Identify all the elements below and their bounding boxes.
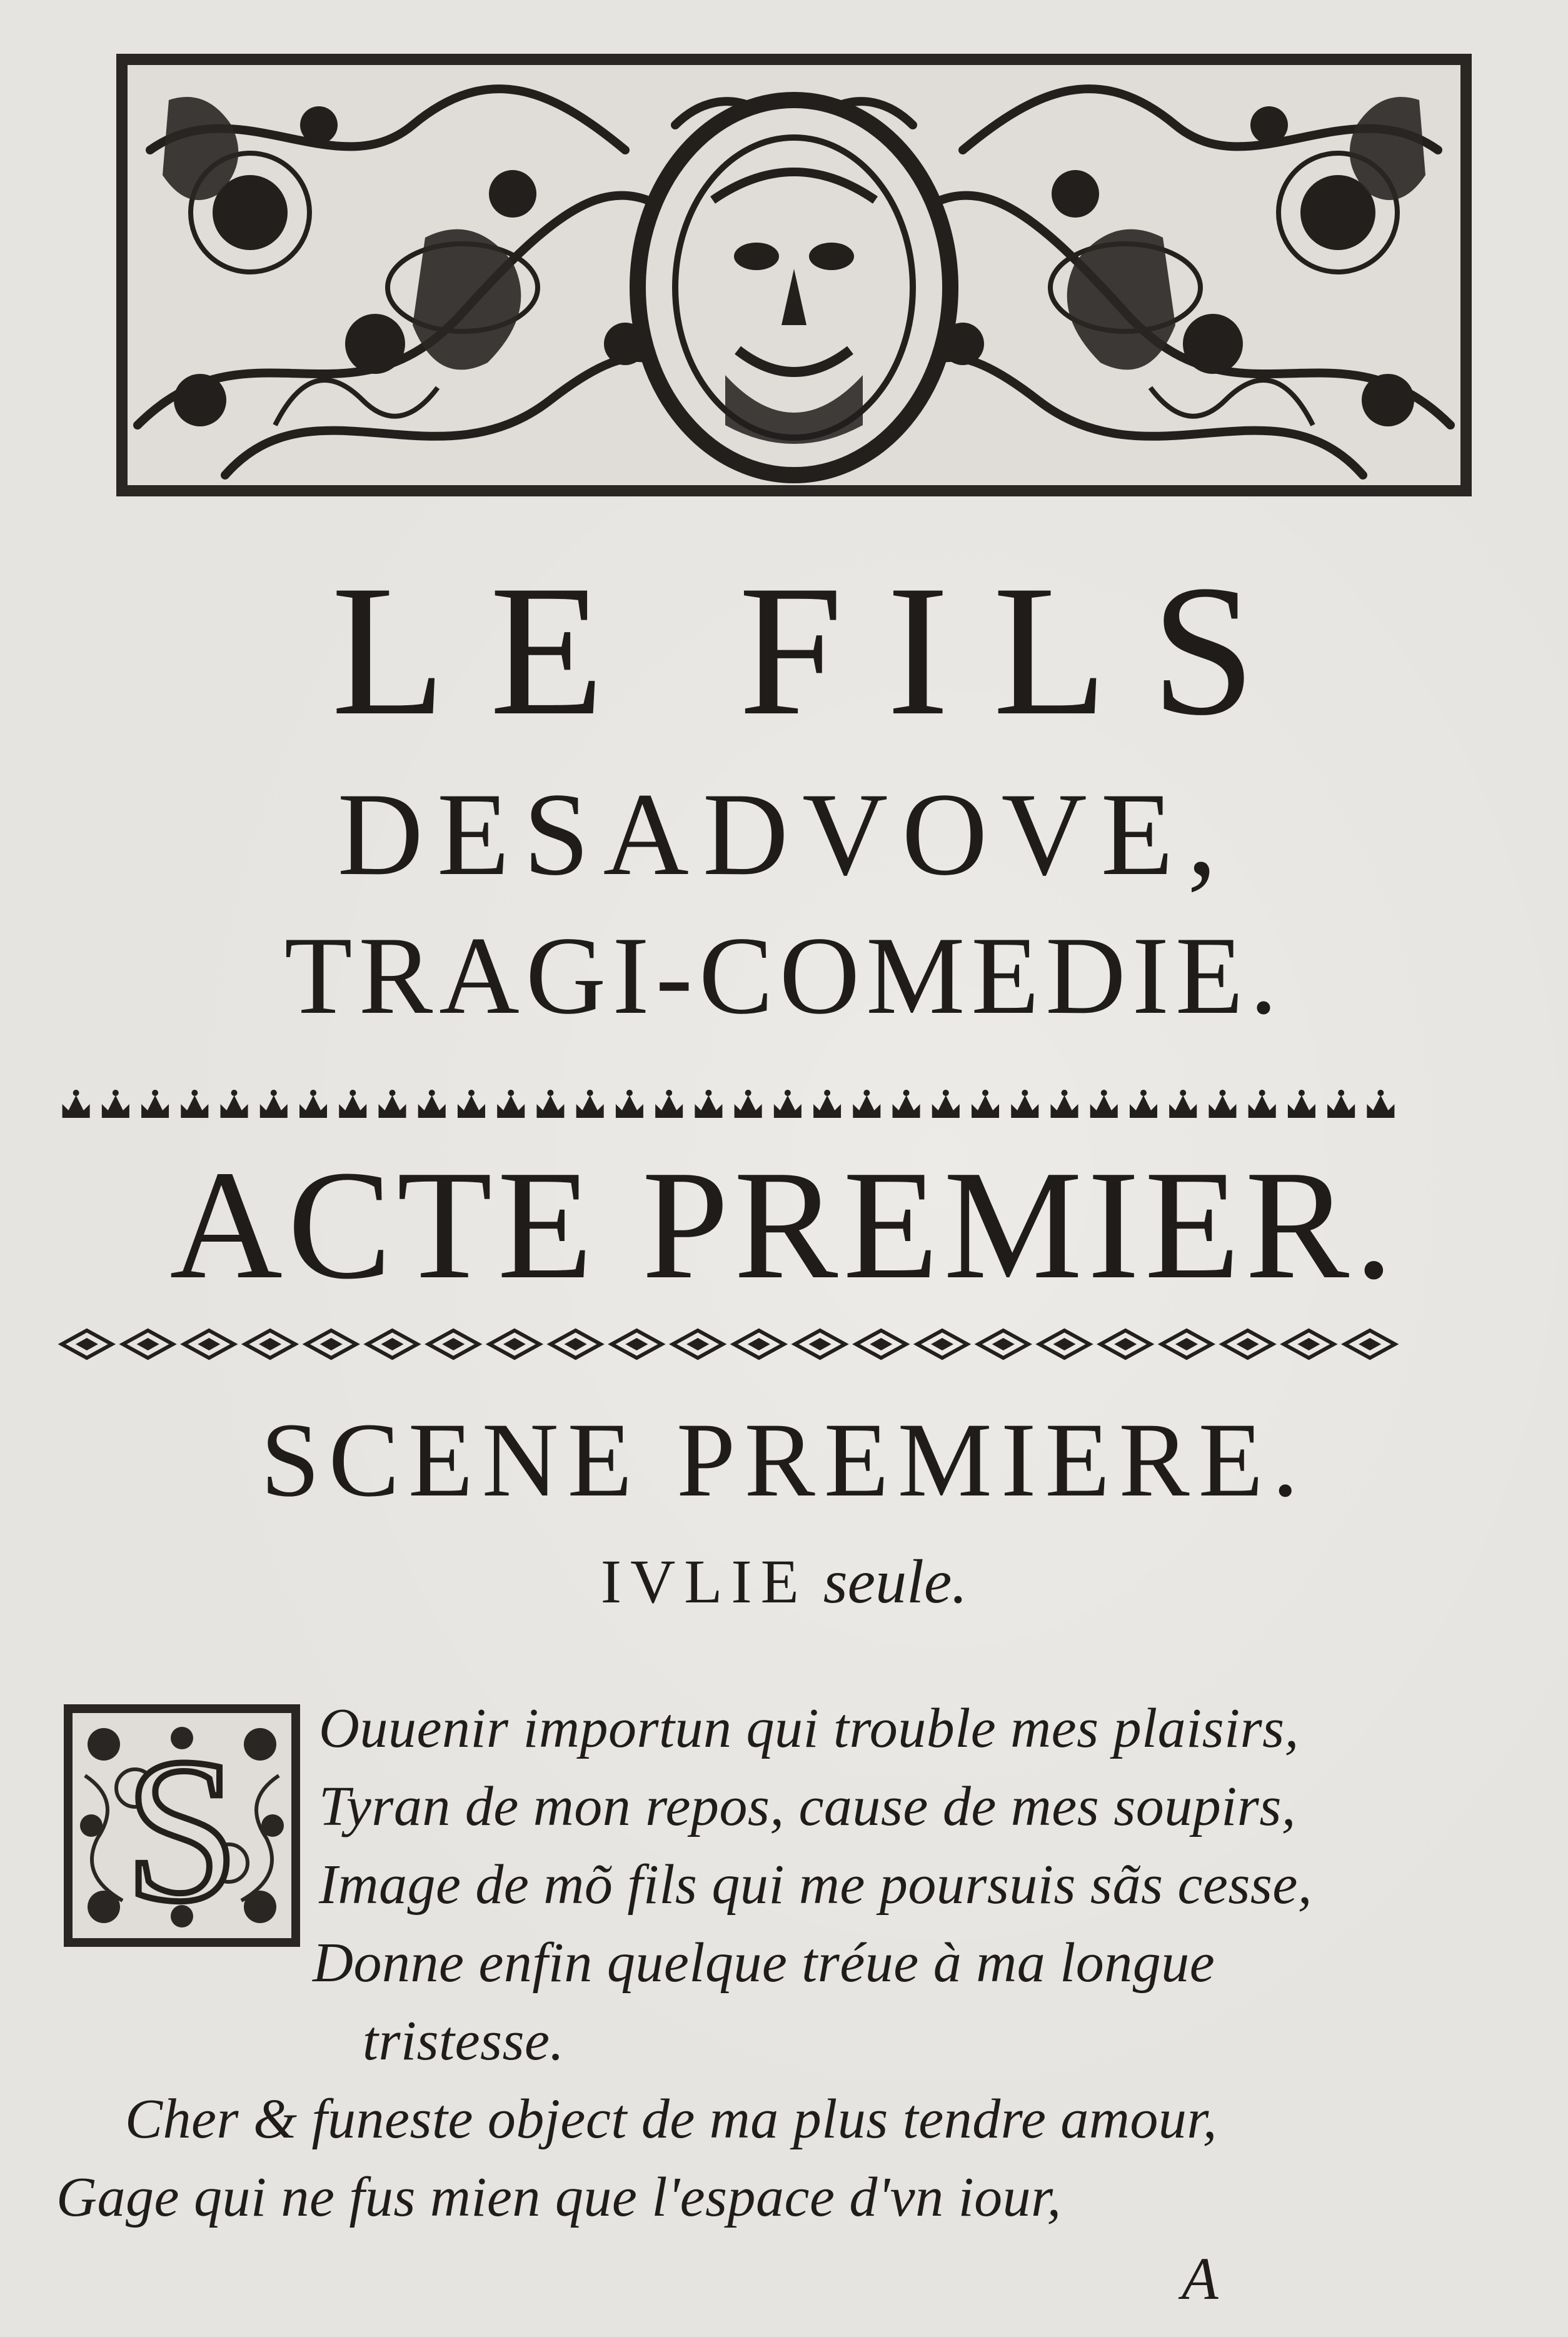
crown-fleuron-icon — [221, 1090, 248, 1118]
crown-fleuron-icon — [655, 1090, 683, 1118]
crown-fleuron-icon — [181, 1090, 208, 1118]
crown-fleuron-icon — [1209, 1090, 1236, 1118]
lozenge-fleuron-icon — [795, 1330, 845, 1358]
lozenge-fleuron-icon — [856, 1330, 906, 1358]
crown-fleuron-icon — [735, 1090, 762, 1118]
lozenge-fleuron-icon — [245, 1330, 295, 1358]
crown-fleuron-icon — [63, 1090, 90, 1118]
lozenge-fleuron-icon — [306, 1330, 356, 1358]
lozenge-fleuron-icon — [368, 1330, 418, 1358]
crown-fleuron-icon — [458, 1090, 485, 1118]
verse-line: Ouuenir importun qui trouble mes plaisirs, — [319, 1697, 1299, 1759]
crown-fleuron-icon — [1011, 1090, 1038, 1118]
crown-fleuron-icon — [1327, 1090, 1355, 1118]
crown-fleuron-icon — [497, 1090, 525, 1118]
crown-fleuron-icon — [536, 1090, 564, 1118]
crown-fleuron-icon — [813, 1090, 841, 1118]
lozenge-fleuron-icon — [428, 1330, 478, 1358]
crown-fleuron-icon — [1090, 1090, 1118, 1118]
lozenge-fleuron-icon — [734, 1330, 784, 1358]
verse-line: Gage qui ne fus mien que l'espace d'vn iour, — [56, 2166, 1062, 2228]
lozenge-fleuron-icon — [1284, 1330, 1334, 1358]
title-line-1: LE FILS — [331, 546, 1300, 754]
lozenge-fleuron-icon — [1100, 1330, 1150, 1358]
title-line-3: TRAGI-COMEDIE. — [284, 913, 1284, 1037]
signature-mark: A — [1182, 2245, 1219, 2312]
crown-fleuron-icon — [1367, 1090, 1394, 1118]
lozenge-fleuron-icon — [1162, 1330, 1212, 1358]
crown-fleuron-icon — [1288, 1090, 1315, 1118]
crown-fleuron-icon — [1169, 1090, 1197, 1118]
crown-fleuron-icon — [299, 1090, 327, 1118]
verse-line: Image de mõ fils qui me poursuis sãs cesse, — [319, 1854, 1312, 1916]
lozenge-fleuron-icon — [123, 1330, 173, 1358]
crown-fleuron-icon — [1051, 1090, 1078, 1118]
scene-heading: SCENE PREMIERE. — [260, 1401, 1307, 1519]
title-line-2: DESADVOVE, — [337, 769, 1231, 900]
crown-fleuron-icon — [102, 1090, 129, 1118]
lozenge-fleuron-icon — [490, 1330, 540, 1358]
lozenge-fleuron-icon — [978, 1330, 1028, 1358]
crown-fleuron-icon — [774, 1090, 802, 1118]
lozenge-fleuron-icon — [1040, 1330, 1090, 1358]
lozenge-fleuron-row-icon — [56, 1325, 1400, 1363]
crown-fleuron-icon — [379, 1090, 406, 1118]
verse-line: Cher & funeste object de ma plus tendre amour, — [125, 2088, 1217, 2150]
lozenge-fleuron-icon — [184, 1330, 234, 1358]
svg-text:S: S — [124, 1716, 239, 1944]
lozenge-fleuron-icon — [917, 1330, 967, 1358]
verse-line: Tyran de mon repos, cause de mes soupirs, — [319, 1776, 1296, 1837]
crown-fleuron-icon — [853, 1090, 880, 1118]
crown-fleuron-icon — [616, 1090, 643, 1118]
crown-fleuron-icon — [1130, 1090, 1157, 1118]
lozenge-fleuron-icon — [611, 1330, 661, 1358]
crown-fleuron-icon — [893, 1090, 920, 1118]
crown-fleuron-icon — [418, 1090, 446, 1118]
crown-fleuron-icon — [576, 1090, 604, 1118]
crown-fleuron-icon — [1249, 1090, 1276, 1118]
lozenge-fleuron-icon — [62, 1330, 112, 1358]
crown-fleuron-icon — [141, 1090, 169, 1118]
crown-fleuron-icon — [339, 1090, 366, 1118]
lozenge-fleuron-icon — [1223, 1330, 1273, 1358]
crown-fleuron-row-icon — [56, 1087, 1400, 1124]
woodcut-headpiece-icon — [113, 50, 1475, 500]
character-note: seule. — [823, 1547, 968, 1616]
crown-fleuron-icon — [260, 1090, 288, 1118]
lozenge-fleuron-icon — [1345, 1330, 1395, 1358]
crown-fleuron-icon — [972, 1090, 999, 1118]
lozenge-fleuron-icon — [673, 1330, 723, 1358]
verse-line: Donne enfin quelque tréue à ma longue — [313, 1932, 1215, 1994]
lozenge-fleuron-icon — [551, 1330, 601, 1358]
decorated-initial-s-icon — [60, 1701, 304, 1951]
crown-fleuron-icon — [932, 1090, 960, 1118]
verse-line: tristesse. — [363, 2010, 565, 2072]
act-heading: ACTE PREMIER. — [169, 1138, 1399, 1312]
character-line — [0, 1544, 1568, 1619]
character-name: IVLIE — [600, 1547, 808, 1616]
crown-fleuron-icon — [695, 1090, 722, 1118]
